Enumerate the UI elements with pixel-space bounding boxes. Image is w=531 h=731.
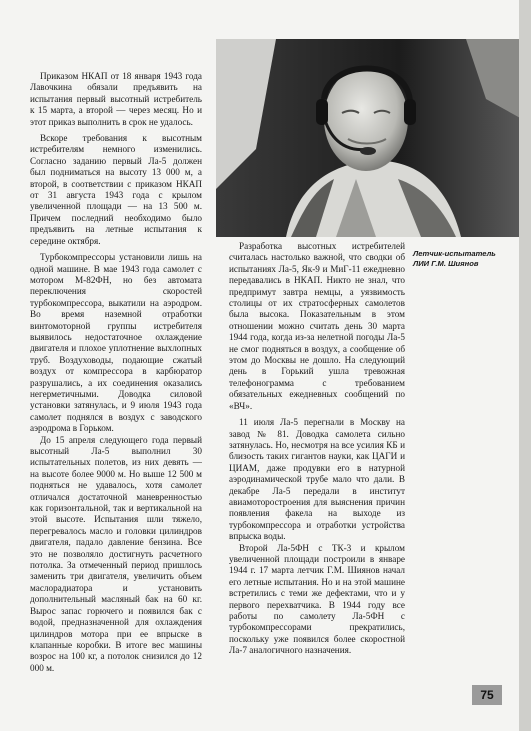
left-text-column	[30, 71, 202, 674]
page-number: 75	[472, 685, 502, 705]
pilot-portrait-image	[216, 39, 522, 237]
photo-caption: Летчик-испытатель ЛИИ Г.М. Шиянов	[413, 249, 496, 268]
paragraph: Разработка высотных истребителей считалась настолько важной, что сводки об испытаниях Ла-5, Як-9 и МиГ-11 ежедневно передавались в НКАП. Никто не знал, что предпримут завтра немцы, а уязвимость столицы от их стратосферных самолетов была высока. Показательным в этом отношении можно считать день 30 марта 1944 года, когда из-за нелетной погоды Ла-5 не смог подняться в воздух, а сообщение об этом до Москвы не дошло. На следующий день в Горький ушла тревожная телефонограмма с требованием обязательных ежедневных сообщений по «ВЧ».	[229, 241, 405, 411]
paragraph: Приказом НКАП от 18 января 1943 года Лавочкина обязали предъявить на испытания первый высотный истребитель к 15 марта, а второй — через месяц. Но и этот приказ выполнить в срок не удалось.	[30, 71, 202, 127]
page-edge-shadow	[519, 0, 531, 731]
paragraph: Турбокомпрессоры установили лишь на одной машине. В мае 1943 года самолет с мотором М-82ФН, но без автомата переключения скоростей турбокомпрессора, выкатили на аэродром. Во время наземной отработки винтомоторной группы истребителя выявилось недостаточное охлаждение двигателя и плохое уплотнение выхлопных труб. Воздуховоды, подающие сжатый воздух от компрессора в карбюратор разрушались, а их соединения оказались негерметичными. Доводка силовой установки затянулась, и 9 июля 1943 года самолет поднялся в воздух с заводского аэродрома в Горьком.	[30, 252, 202, 434]
paragraph: 11 июля Ла-5 перегнали в Москву на завод № 81. Доводка самолета сильно затянулась. Но, несмотря на все усилия КБ и близость таких гигантов науки, как ЦАГИ и ЦИАМ, даже продувки его в натурной аэродинамической трубе мало что дали. В декабре Ла-5 передали в институт авиамоторостроения для выяснения причин появления факела на выходе из турбокомпрессора и отработки устройства впрыска воды.	[229, 417, 405, 542]
paragraph: Второй Ла-5ФН с ТК-3 и крылом увеличенной площади построили в январе 1944 г. 17 марта летчик Г.М. Шиянов начал его летные испытания. Но и на этой машине встретились с теми же дефектами, что и у первого перехватчика. В 1944 году все работы по самолету Ла-5ФН с турбокомпрессорами прекратились, поскольку уже появился более скоростной Ла-7 аналогичного назначения.	[229, 542, 405, 656]
right-text-column	[229, 241, 405, 657]
pilot-photo	[216, 39, 522, 237]
paragraph: До 15 апреля следующего года первый высотный Ла-5 выполнил 30 испытательных полетов, из них девять — на высоте более 9000 м. Но выше 12 500 м подняться не удавалось, хотя самолет отличался достаточной маневренностью как горизонтальной, так и вертикальной на этой высоте. Испытания шли тяжело, перегревалось масло и головки цилиндров двигателя, падало давление бензина. Все это не позволяло достигнуть расчетного потолка. За отмеченный период пришлось заменить три двигателя, увеличить объем маслорадиатора и установить дополнительный масляный бак на 60 кг. Вырос запас горючего и появился бак с водой, предназначенной для охлаждения цилиндров мотора при ее впрыске в клапанные коробки. В итоге вес машины возрос на 100 кг, а потолок снизился до 12 000 м.	[30, 434, 202, 673]
paragraph: Вскоре требования к высотным истребителям немного изменились. Согласно заданию первый Ла-5 должен был подниматься на высоту 13 000 м, а второй, в соответствии с приказом НКАП от 31 августа 1943 года с крылом увеличенной площади — на 13 500 м. Причем последний необходимо было предъявить на летные испытания к середине октября.	[30, 133, 202, 246]
